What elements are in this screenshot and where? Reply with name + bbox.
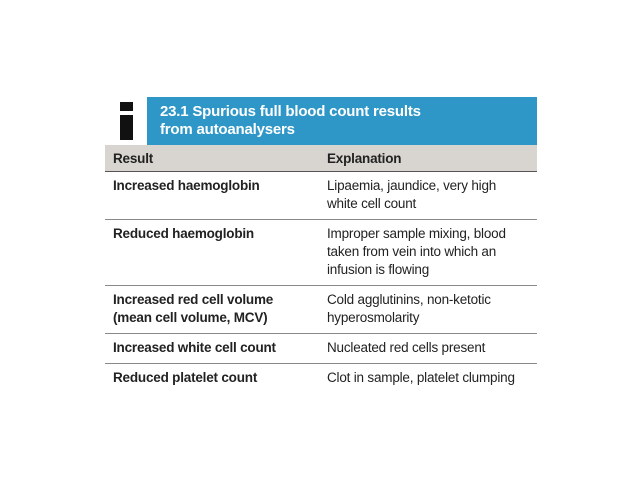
explanation-cell: Lipaemia, jaundice, very high white cell count: [319, 172, 537, 220]
table-row: [105, 172, 537, 220]
box-title: [151, 97, 537, 145]
result-cell: Reduced haemoglobin: [105, 220, 319, 286]
explanation-cell: Cold agglutinins, non-ketotic hyperosmolarity: [319, 286, 537, 334]
result-cell: Increased white cell count: [105, 334, 319, 364]
info-box: [105, 97, 537, 393]
box-title-line1: 23.1 Spurious full blood count results: [160, 103, 421, 120]
table-row: [105, 220, 537, 286]
table-row: [105, 334, 537, 364]
explanation-cell: Clot in sample, platelet clumping: [327, 370, 515, 385]
result-cell: Reduced platelet count: [113, 370, 258, 385]
table-row: [105, 286, 537, 334]
result-cell: Increased red cell volume (mean cell volume, MCV): [105, 286, 319, 334]
box-header: [105, 97, 537, 145]
info-icon: [105, 97, 151, 145]
explanation-cell: Nucleated red cells present: [319, 334, 537, 364]
explanation-cell: Improper sample mixing, blood taken from vein into which an infusion is flowing: [319, 220, 537, 286]
table-header-row: [105, 145, 537, 172]
info-glyph-dot: [120, 102, 133, 111]
info-glyph-stem: [120, 115, 133, 140]
results-table: [105, 145, 537, 393]
info-glyph: [120, 102, 133, 140]
column-header-result: Result: [105, 145, 319, 172]
column-header-explanation: Explanation: [319, 145, 537, 172]
box-title-line2: from autoanalysers: [160, 121, 295, 138]
table-row: [105, 364, 537, 394]
result-cell: Increased haemoglobin: [105, 172, 319, 220]
